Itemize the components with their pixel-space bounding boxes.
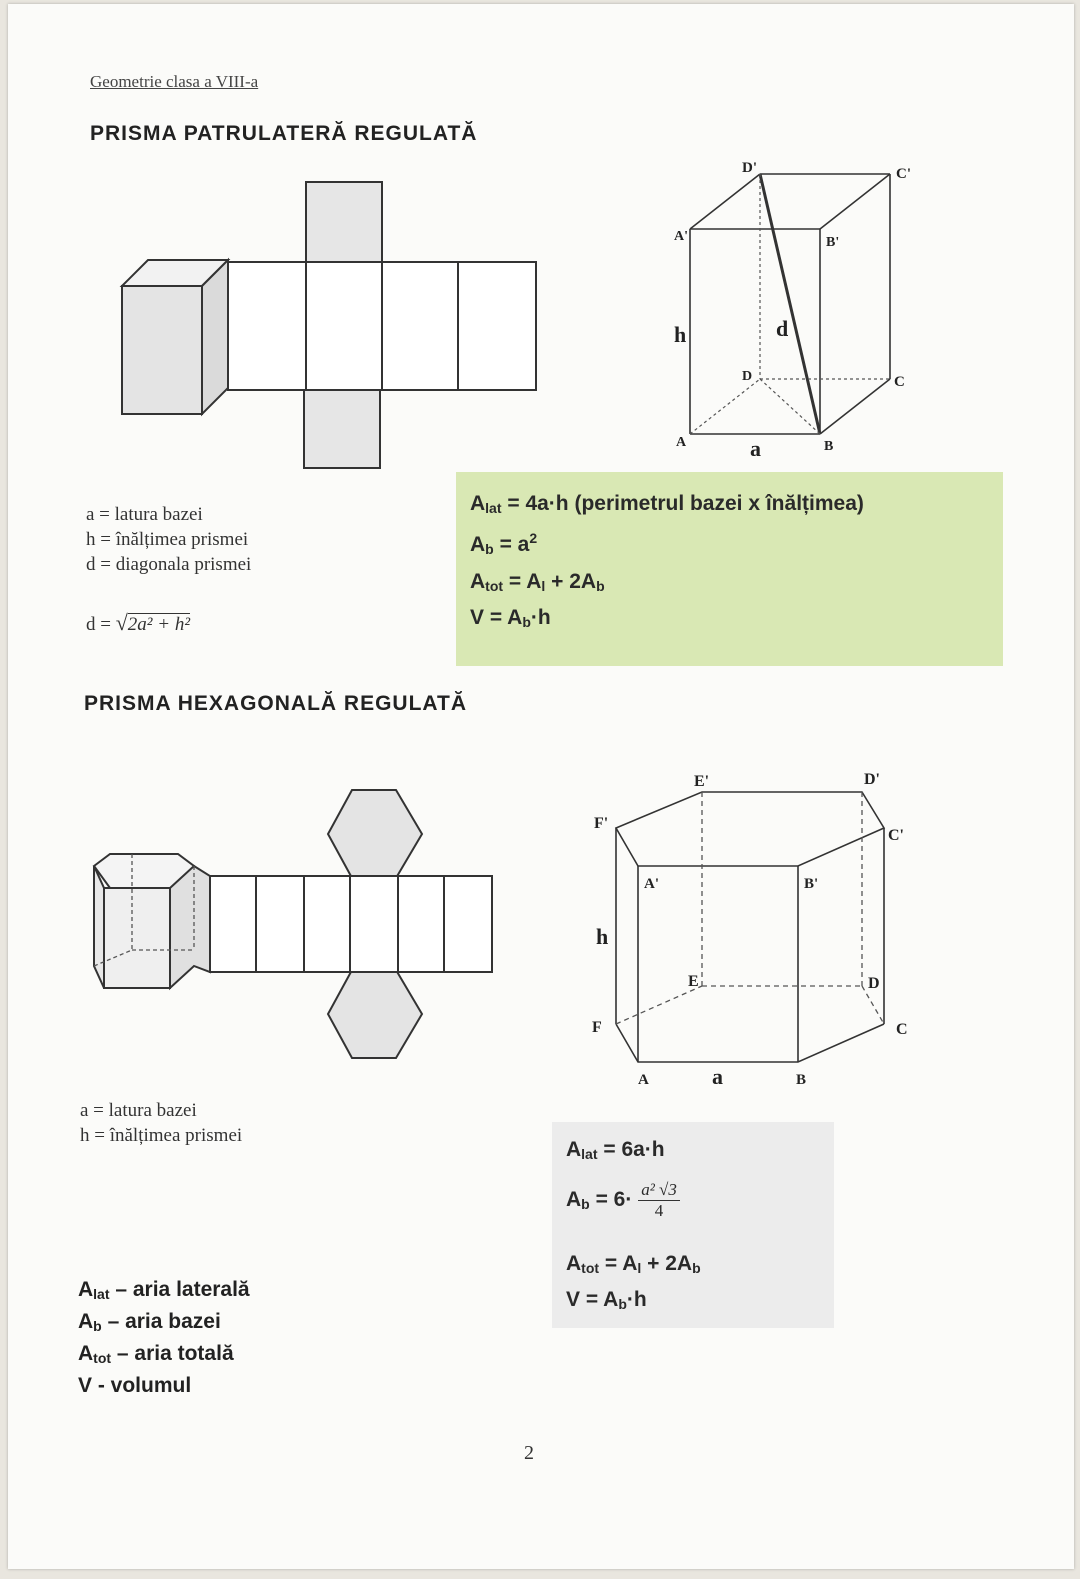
diagonal-radicand: 2a² + h² — [127, 614, 191, 635]
legend-total-area: $A_{tot}$ – aria totală — [78, 1342, 234, 1366]
hexagonal-prism-net — [78, 784, 508, 1074]
label-a: A — [638, 1072, 649, 1088]
legend-base-area: $A_b$ – aria bazei — [78, 1310, 221, 1334]
formula-total-area: $A_{tot} = A_l + 2A_b$ — [566, 1252, 701, 1276]
label-c: C — [894, 374, 905, 390]
formula-volume: $V = A_b\cdot h$ — [470, 606, 551, 630]
label-c-prime: C' — [896, 166, 911, 182]
label-b-prime: B' — [804, 876, 819, 892]
label-height: h — [596, 924, 609, 949]
square-prism-definitions — [86, 502, 251, 577]
notation-legend — [78, 1276, 250, 1399]
legend-lateral-area: $A_{lat}$ – aria laterală — [78, 1278, 250, 1302]
label-side: a — [750, 436, 761, 461]
definition-side: a = latura bazei — [80, 1100, 197, 1121]
label-b: B — [824, 439, 834, 454]
label-f: F — [592, 1019, 602, 1036]
hexagonal-prism-formula-box — [552, 1122, 834, 1328]
label-a: A — [676, 435, 687, 450]
section-title-hexagonal-prism: PRISMA HEXAGONALĂ REGULATĂ — [84, 692, 467, 715]
formula-base-area: $A_b = 6\cdot$ $\frac{\text{a² √3}}{4}$ — [566, 1180, 680, 1221]
net-lateral-face-1 — [228, 262, 306, 390]
definition-side: a = latura bazei — [86, 504, 203, 525]
mini-prism-front — [122, 286, 202, 414]
label-d-prime: D' — [864, 771, 880, 788]
label-height: h — [674, 322, 687, 347]
mini-prism-side — [202, 260, 228, 414]
net-hex-top — [328, 790, 422, 878]
net-hex-lateral-3 — [304, 876, 350, 972]
definition-diagonal: d = diagonala prismei — [86, 554, 252, 575]
net-lateral-face-3 — [382, 262, 458, 390]
formula-total-area: $A_{tot} = A_l + 2A_b$ — [470, 570, 605, 594]
square-prism-3d — [658, 154, 928, 464]
course-header: Geometrie clasa a VIII-a — [90, 72, 259, 91]
net-hex-lateral-1 — [210, 876, 256, 972]
definition-height: h = înălțimea prismei — [86, 529, 249, 550]
hexagonal-prism-3d — [586, 764, 926, 1094]
label-c: C — [896, 1021, 908, 1038]
label-a-prime: A' — [644, 876, 659, 892]
net-hex-lateral-5 — [398, 876, 444, 972]
net-bottom-face — [304, 390, 380, 468]
mini-hex-prism — [94, 854, 210, 988]
formula-volume: $V = A_b\cdot h$ — [566, 1288, 647, 1312]
section-title-square-prism: PRISMA PATRULATERĂ REGULATĂ — [90, 122, 478, 145]
formula-lateral-area: $A_{lat} = 6a\cdot h$ — [566, 1138, 665, 1162]
formula-lateral-area: $A_{lat} = 4a\cdot h$ (perimetrul bazei x înălțimea) — [470, 492, 864, 516]
legend-volume: V - volumul — [78, 1374, 192, 1397]
net-hex-lateral-2 — [256, 876, 304, 972]
label-d: D — [742, 369, 753, 384]
label-e: E — [688, 973, 699, 990]
definition-height: h = înălțimea prismei — [80, 1125, 243, 1146]
page-number: 2 — [524, 1442, 534, 1464]
square-prism-formula-box — [456, 472, 1003, 666]
label-b-prime: B' — [826, 235, 840, 250]
net-top-face — [306, 182, 382, 262]
label-b: B — [796, 1072, 807, 1088]
label-e-prime: E' — [694, 773, 710, 790]
document-page — [8, 4, 1074, 1569]
net-hex-lateral-6 — [444, 876, 492, 972]
label-f-prime: F' — [594, 815, 609, 832]
formula-base-area: $A_b = a^2$ — [470, 530, 538, 557]
net-hex-bottom — [328, 970, 422, 1058]
net-hex-lateral-4 — [350, 876, 398, 972]
square-prism-net — [108, 174, 548, 474]
label-d-prime: D' — [742, 160, 757, 176]
diagonal-formula: d = √2a² + h² — [86, 610, 191, 635]
label-c-prime: C' — [888, 827, 904, 844]
label-side: a — [712, 1064, 723, 1089]
net-lateral-face-4 — [458, 262, 536, 390]
hexagonal-prism-definitions — [80, 1098, 242, 1148]
sqrt-sign: √ — [115, 610, 128, 635]
label-diagonal: d — [776, 316, 789, 341]
base-area-fraction: $\frac{\text{a² √3}}{4}$ — [638, 1180, 680, 1221]
label-d: D — [868, 975, 880, 992]
label-a-prime: A' — [674, 229, 688, 244]
net-lateral-face-2 — [306, 262, 382, 390]
